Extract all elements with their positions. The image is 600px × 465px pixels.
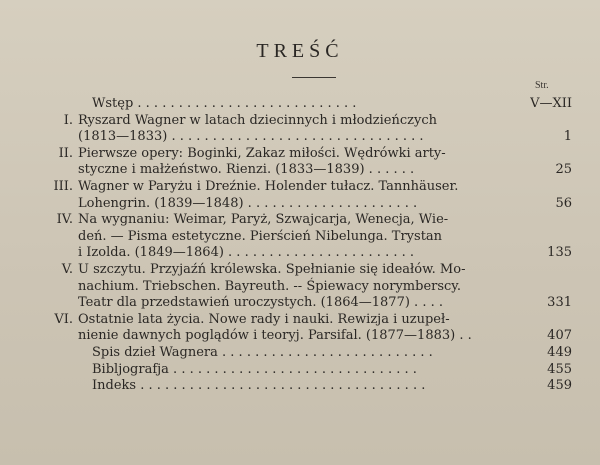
chapter-number: III.	[53, 179, 73, 194]
toc-entry-line: i Izolda. (1849—1864) . . . . . . . . . . . . . . . . . . . . . . .	[78, 245, 414, 261]
chapter-number: IV.	[56, 212, 73, 228]
toc-entry-line: (1813—1833) . . . . . . . . . . . . . . . . . . . . . . . . . . . . . . .	[78, 129, 424, 145]
page-title: TREŚĆ	[256, 40, 344, 62]
toc-page-number: 455	[547, 361, 572, 377]
toc-entry-line: Wstęp . . . . . . . . . . . . . . . . . . . . . . . . . . .	[92, 96, 357, 111]
toc-page-number: 56	[555, 195, 572, 211]
toc-entry-line: Ryszard Wagner w latach dziecinnych i młodzieńczych	[78, 112, 438, 128]
toc-page-number: 459	[547, 378, 572, 394]
toc-entry-line: Spis dzieł Wagnera . . . . . . . . . . . . . . . . . . . . . . . . . .	[92, 345, 433, 360]
chapter-number: II.	[58, 145, 73, 161]
toc-page-number: V—XII	[530, 96, 572, 111]
toc-entry-line: Lohengrin. (1839—1848) . . . . . . . . . . . . . . . . . . . . .	[78, 195, 418, 211]
toc-entry-line: nienie dawnych poglądów i teoryj. Parsifal. (1877—1883) . .	[78, 328, 472, 344]
toc-entry-line: Pierwsze opery: Boginki, Zakaz miłości. Wędrówki arty-	[78, 145, 446, 161]
toc-entry-line: nachium. Triebschen. Bayreuth. -- Śpiewacy norymberscy.	[78, 278, 462, 294]
toc-entry-line: deń. — Pisma estetyczne. Pierścień Nibelunga. Trystan	[78, 228, 443, 244]
chapter-number: V.	[61, 262, 73, 277]
toc-page-number: 1	[563, 129, 572, 145]
toc-page-number: 331	[547, 295, 572, 311]
toc-entry-line: Bibljografja . . . . . . . . . . . . . . . . . . . . . . . . . . . . . .	[92, 361, 417, 377]
chapter-number: VI.	[54, 311, 73, 327]
toc-entry-line: styczne i małżeństwo. Rienzi. (1833—1839) . . . . . .	[78, 162, 415, 178]
title-rule	[292, 77, 336, 78]
toc-page-number: 135	[547, 245, 572, 261]
toc-entry-line: Ostatnie lata życia. Nowe rady i nauki. Rewizja i uzupeł-	[78, 311, 450, 327]
toc-page-number: 25	[555, 162, 572, 178]
toc-entry-line: Teatr dla przedstawień uroczystych. (1864—1877) . . . .	[78, 295, 443, 311]
toc-page-number: 407	[547, 328, 572, 344]
toc-page-number: 449	[547, 345, 572, 360]
toc-entry-line: Na wygnaniu: Weimar, Paryż, Szwajcarja, Wenecja, Wie-	[78, 212, 449, 228]
toc-entry-line: Indeks . . . . . . . . . . . . . . . . . . . . . . . . . . . . . . . . . . .	[92, 378, 426, 394]
toc-entry-line: Wagner w Paryżu i Dreźnie. Holender tułacz. Tannhäuser.	[78, 179, 459, 194]
pages-column-header: Str.	[535, 80, 549, 91]
toc-entry-line: U szczytu. Przyjaźń królewska. Spełnianie się ideałów. Mo-	[78, 262, 466, 277]
chapter-number: I.	[63, 112, 73, 128]
